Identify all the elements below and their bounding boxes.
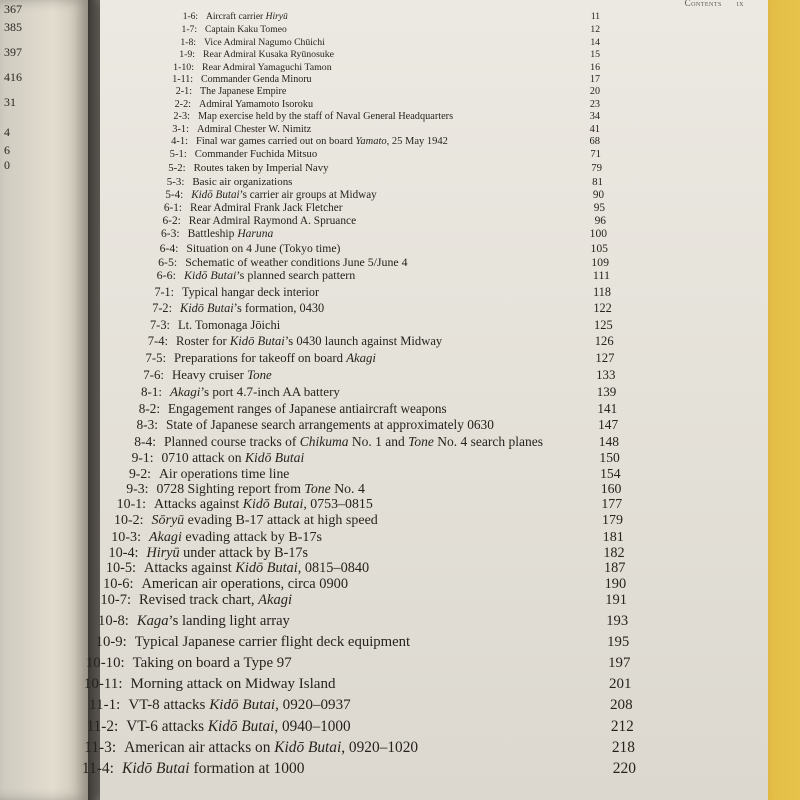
title-segment: Morning attack on Midway Island — [130, 676, 336, 692]
figure-number: 1-8: — [180, 36, 196, 48]
title-segment: evading attack by B-17s — [181, 528, 322, 545]
title-segment: VT-6 attacks — [126, 718, 208, 735]
figure-page-number: 126 — [594, 334, 614, 349]
left-page-number: 416 — [4, 70, 22, 84]
header-page-number: ix — [736, 0, 744, 8]
figure-page-number: 11 — [590, 12, 600, 22]
left-page-number: 385 — [4, 20, 22, 34]
figure-number: 7-1: — [154, 284, 174, 299]
toc-entry — [100, 62, 740, 74]
title-italic-segment: Yamato — [355, 136, 387, 147]
figure-number: 5-2: — [168, 162, 186, 175]
figure-title — [196, 136, 448, 147]
title-segment: Rear Admiral Raymond A. Spruance — [188, 215, 357, 228]
figure-page-number: 41 — [589, 123, 600, 135]
figure-number: 11-4: — [81, 760, 114, 777]
toc-entry — [100, 334, 740, 349]
figure-title — [172, 368, 272, 383]
figure-page-number: 111 — [592, 268, 610, 282]
figure-number: 7-4: — [147, 334, 168, 349]
figure-title — [203, 49, 334, 60]
figure-page-number: 141 — [597, 400, 618, 416]
figure-page-number: 182 — [603, 544, 625, 561]
figure-title — [198, 111, 453, 122]
title-segment: VT-8 attacks — [128, 697, 210, 713]
figure-title — [195, 149, 317, 160]
figure-title — [174, 351, 376, 366]
title-segment: Engagement ranges of Japanese antiaircraft weapons — [168, 400, 447, 416]
toc-entry — [86, 718, 740, 736]
figure-page-number: 218 — [611, 739, 635, 756]
title-italic-segment: Kidō Butai — [242, 497, 304, 513]
figure-page-number: 154 — [600, 465, 621, 481]
figure-page-number: 79 — [591, 162, 602, 175]
figure-number: 8-3: — [136, 417, 158, 433]
figure-page-number: 193 — [606, 613, 629, 629]
title-segment: ’s formation, 0430 — [233, 301, 325, 316]
title-segment: Admiral Chester W. Nimitz — [197, 123, 312, 135]
figure-number: 1-9: — [179, 49, 195, 61]
figure-number: 2-2: — [174, 98, 191, 110]
toc-entry — [100, 149, 740, 162]
figure-number: 1-7: — [181, 24, 197, 36]
figure-page-number: 23 — [589, 98, 600, 110]
figure-number: 1-11: — [172, 74, 193, 85]
figure-number: 5-3: — [166, 175, 185, 188]
contents-page — [81, 0, 768, 800]
figure-page-number: 96 — [594, 215, 606, 228]
figure-title — [188, 228, 274, 240]
title-italic-segment: Akagi — [170, 384, 201, 400]
figure-title — [131, 676, 336, 693]
figure-title — [128, 697, 350, 714]
figure-title — [186, 242, 340, 255]
title-segment: Rear Admiral Yamaguchi Tamon — [202, 61, 332, 73]
toc-entry — [100, 86, 740, 98]
figure-number: 10-3: — [111, 528, 141, 545]
figure-page-number: 16 — [590, 61, 600, 73]
title-segment: Preparations for takeoff on board — [174, 351, 347, 365]
figure-title — [159, 466, 289, 482]
figure-page-number: 195 — [607, 634, 630, 650]
title-segment: The Japanese Empire — [200, 86, 287, 98]
toc-entry — [100, 136, 740, 149]
figure-title — [170, 384, 340, 400]
figure-number: 10-7: — [100, 592, 131, 608]
figure-title — [205, 24, 287, 35]
title-segment: Heavy cruiser — [172, 367, 248, 382]
title-italic-segment: Tone — [408, 434, 434, 449]
title-italic-segment: Tone — [247, 367, 272, 382]
figure-title — [152, 513, 378, 529]
title-italic-segment: Kidō Butai — [122, 760, 190, 777]
figure-number: 10-4: — [108, 544, 139, 561]
figure-number: 10-8: — [98, 613, 129, 629]
figure-page-number: 133 — [596, 367, 616, 382]
figure-page-number: 17 — [590, 74, 600, 85]
figure-number: 5-4: — [165, 188, 184, 201]
figure-number: 11-2: — [86, 718, 119, 735]
figure-title — [182, 285, 319, 300]
figure-title — [168, 401, 447, 417]
toc-entry — [100, 242, 740, 256]
toc-entry — [100, 560, 740, 577]
figure-page-number: 122 — [593, 301, 612, 316]
figure-number: 7-3: — [149, 317, 170, 332]
figure-number: 10-2: — [113, 513, 144, 528]
figure-page-number: 109 — [591, 254, 609, 269]
figure-title — [180, 301, 324, 316]
title-italic-segment: Kidō Butai — [180, 301, 234, 316]
figure-title — [201, 74, 312, 85]
figure-page-number: 212 — [610, 718, 634, 735]
title-segment: 0728 Sighting report from — [156, 481, 305, 497]
figure-number: 3-1: — [172, 123, 189, 135]
figure-page-number: 100 — [589, 228, 607, 241]
toc-entry — [100, 529, 740, 546]
title-italic-segment: Kidō Butai — [274, 739, 342, 756]
figure-page-number: 220 — [612, 760, 636, 777]
title-segment: American air attacks on — [124, 739, 275, 756]
figure-page-number: 150 — [599, 449, 620, 465]
title-segment: No. 4 search planes — [433, 434, 543, 449]
figure-number: 6-1: — [163, 202, 182, 214]
figure-page-number: 160 — [600, 481, 622, 497]
header-section: Contents — [684, 0, 722, 8]
figure-number: 9-2: — [128, 465, 151, 481]
toc-entry — [85, 655, 740, 673]
figure-title — [122, 760, 305, 778]
title-segment: No. 4 — [330, 481, 365, 497]
figure-title — [142, 576, 349, 593]
title-segment: Commander Genda Minoru — [201, 74, 312, 85]
figure-title — [164, 434, 543, 450]
toc-entry — [100, 450, 740, 466]
toc-entry — [100, 434, 740, 450]
toc-entry — [100, 592, 740, 609]
toc-entry — [100, 285, 740, 300]
figure-title — [202, 62, 332, 73]
title-italic-segment: Haruna — [237, 228, 274, 241]
figure-page-number: 127 — [595, 351, 615, 365]
title-segment: Routes taken by Imperial Navy — [193, 162, 329, 175]
figure-page-number: 190 — [604, 576, 627, 593]
title-italic-segment: Kidō Butai — [229, 334, 285, 349]
toc-entry — [100, 162, 740, 175]
figure-page-number: 20 — [589, 86, 600, 98]
toc-entry — [100, 74, 740, 86]
figure-number: 2-1: — [175, 86, 192, 98]
title-segment: ’s carrier air groups at Midway — [239, 188, 377, 201]
figure-number: 11-3: — [84, 739, 117, 756]
figure-number: 10-5: — [105, 560, 136, 577]
figure-page-number: 14 — [590, 36, 600, 48]
title-segment: 0710 attack on — [161, 449, 245, 465]
figure-number: 1-6: — [182, 12, 198, 22]
title-italic-segment: Kidō Butai — [191, 188, 240, 201]
figure-page-number: 177 — [601, 497, 623, 513]
figure-number: 9-3: — [126, 481, 149, 497]
title-italic-segment: Kidō Butai — [209, 697, 276, 713]
figure-title — [135, 634, 410, 651]
left-page-number: 367 — [4, 2, 22, 16]
running-header — [685, 0, 744, 8]
title-italic-segment: Kidō Butai — [184, 268, 237, 282]
toc-entry — [100, 513, 740, 530]
left-page-number: 0 — [4, 158, 10, 172]
figure-title — [199, 99, 313, 110]
figure-page-number: 197 — [608, 655, 631, 671]
toc-entry — [100, 176, 740, 189]
toc-entry — [100, 268, 740, 282]
figure-page-number: 181 — [602, 528, 624, 545]
figure-page-number: 187 — [603, 560, 626, 577]
figure-title — [194, 162, 329, 174]
title-segment: Aircraft carrier — [206, 12, 266, 22]
title-segment: Taking on board a Type 97 — [132, 655, 292, 671]
toc-entry — [100, 202, 740, 216]
title-segment: Rear Admiral Frank Jack Fletcher — [190, 202, 343, 214]
toc-entry — [100, 497, 740, 514]
title-italic-segment: Sōryū — [151, 513, 185, 528]
figure-page-number: 201 — [609, 676, 632, 692]
figure-number: 8-4: — [134, 434, 156, 449]
figure-title — [124, 739, 418, 757]
figure-page-number: 139 — [596, 384, 617, 400]
figure-title — [154, 497, 373, 513]
toc-entry — [100, 576, 740, 593]
left-page-number: 6 — [4, 143, 10, 157]
title-segment: , 0815–0840 — [297, 560, 370, 577]
figure-title — [200, 86, 286, 97]
toc-entry — [100, 49, 740, 61]
figure-number: 7-2: — [152, 301, 172, 316]
figure-number: 4-1: — [171, 136, 188, 147]
toc-entry — [100, 37, 740, 49]
figure-number: 7-5: — [145, 351, 166, 365]
title-segment: , 0920–1020 — [341, 739, 419, 756]
title-italic-segment: Akagi — [149, 528, 182, 545]
figure-title — [137, 613, 290, 630]
left-page-number: 4 — [4, 125, 10, 139]
title-segment: Admiral Yamamoto Isoroku — [199, 98, 314, 110]
figure-number: 6-2: — [162, 215, 181, 228]
title-segment: Rear Admiral Kusaka Ryūnosuke — [203, 49, 335, 61]
figure-title — [133, 655, 292, 672]
figure-title — [197, 124, 311, 135]
left-page-number: 397 — [4, 45, 22, 59]
figure-page-number: 81 — [592, 175, 603, 188]
title-italic-segment: Kidō Butai — [207, 718, 275, 735]
title-segment: under attack by B-17s — [179, 544, 309, 561]
title-segment: Commander Fuchida Mitsuo — [194, 149, 318, 161]
title-segment: Air operations time line — [159, 465, 290, 481]
title-segment: , 0753–0815 — [303, 497, 373, 513]
figure-page-number: 105 — [590, 241, 608, 255]
title-italic-segment: Kaga — [136, 613, 169, 629]
figure-title — [184, 268, 355, 283]
figure-title — [190, 202, 342, 214]
title-segment: Attacks against — [154, 497, 243, 513]
figure-title — [192, 176, 292, 188]
title-segment: Basic air organizations — [192, 175, 293, 188]
title-segment: Lt. Tomonaga Jōichi — [178, 317, 281, 332]
figure-page-number: 191 — [605, 592, 627, 608]
title-segment: No. 1 and — [348, 434, 409, 449]
toc-entry — [100, 384, 740, 400]
previous-page-edge — [0, 0, 88, 800]
title-segment: Captain Kaku Tomeo — [205, 24, 287, 36]
figure-number: 10-11: — [83, 676, 123, 692]
figure-number: 8-2: — [138, 400, 160, 416]
toc-entry — [100, 545, 740, 562]
title-segment: Final war games carried out on board — [196, 136, 356, 147]
toc-entry — [100, 466, 740, 482]
figure-page-number: 34 — [589, 111, 600, 123]
toc-entry — [100, 189, 740, 202]
figure-title — [176, 334, 442, 349]
title-segment: Situation on 4 June (Tokyo time) — [186, 241, 341, 255]
toc-entry — [100, 111, 740, 123]
figure-page-number: 147 — [598, 417, 619, 433]
title-segment: ’s landing light array — [168, 613, 290, 629]
figure-number: 2-3: — [173, 111, 190, 123]
title-segment: ’s planned search pattern — [236, 268, 356, 282]
figure-page-number: 148 — [598, 434, 619, 449]
title-italic-segment: Hiryū — [265, 12, 288, 22]
title-segment: Revised track chart, — [139, 592, 259, 608]
figure-title — [191, 189, 376, 201]
figure-title — [189, 215, 356, 227]
toc-entry — [81, 760, 740, 779]
figure-page-number: 15 — [590, 49, 600, 61]
title-segment: , 25 May 1942 — [386, 136, 448, 147]
figure-number: 10-10: — [85, 655, 125, 671]
title-segment: Vice Admiral Nagumo Chūichi — [204, 36, 325, 48]
figure-page-number: 68 — [589, 136, 600, 147]
figure-title — [178, 318, 280, 333]
title-italic-segment: Chikuma — [299, 434, 349, 449]
title-segment: Roster for — [176, 334, 230, 349]
figure-title — [157, 481, 365, 497]
toc-entry — [100, 417, 740, 433]
toc-entry — [100, 255, 740, 269]
title-segment: American air operations, circa 0900 — [141, 576, 349, 593]
toc-entry — [100, 318, 740, 333]
title-segment: Planned course tracks of — [164, 434, 300, 449]
figure-page-number: 118 — [593, 284, 611, 299]
figure-page-number: 125 — [594, 317, 613, 332]
toc-entry — [89, 697, 740, 715]
title-segment: Map exercise held by the staff of Naval General Headquarters — [198, 111, 454, 123]
toc-entry — [100, 24, 740, 36]
figure-number: 10-1: — [116, 497, 146, 513]
title-italic-segment: Hiryū — [146, 544, 180, 561]
toc-entry — [100, 124, 740, 136]
figure-number: 6-4: — [159, 241, 179, 255]
title-segment: State of Japanese search arrangements at approximately 0630 — [166, 417, 494, 433]
title-segment: Battleship — [187, 228, 238, 241]
figure-number: 8-1: — [140, 384, 162, 400]
toc-entry — [100, 12, 740, 23]
toc-entry — [100, 368, 740, 383]
title-segment: formation at 1000 — [189, 760, 305, 777]
toc-entry — [100, 99, 740, 111]
title-segment: Attacks against — [144, 560, 236, 577]
title-italic-segment: Kidō Butai — [235, 560, 298, 577]
toc-entry — [100, 481, 740, 498]
figure-title — [147, 545, 309, 562]
toc-entry — [100, 301, 740, 316]
title-italic-segment: Kidō Butai — [244, 449, 305, 465]
figure-page-number: 208 — [609, 697, 633, 713]
title-segment: , 0920–0937 — [275, 697, 351, 713]
figure-title — [206, 12, 288, 22]
figure-number: 11-1: — [89, 697, 121, 713]
title-segment: Typical Japanese carrier flight deck equipment — [134, 634, 411, 650]
figure-number: 6-5: — [158, 254, 178, 269]
toc-entry — [83, 676, 740, 694]
title-segment: Schematic of weather conditions June 5/June 4 — [185, 254, 408, 269]
figure-number: 6-3: — [161, 228, 180, 241]
figure-page-number: 179 — [602, 513, 623, 528]
figure-number: 6-6: — [156, 268, 176, 282]
title-segment: , 0940–1000 — [274, 718, 351, 735]
figure-number: 9-1: — [131, 449, 154, 465]
toc-entry — [100, 215, 740, 229]
figure-number: 7-6: — [143, 367, 164, 382]
toc-entry — [100, 228, 740, 242]
title-italic-segment: Tone — [304, 481, 331, 497]
figure-title — [166, 417, 494, 433]
figure-number: 1-10: — [173, 61, 194, 73]
title-segment: ’s port 4.7-inch AA battery — [200, 384, 340, 400]
title-segment: ’s 0430 launch against Midway — [284, 334, 443, 349]
figure-page-number: 12 — [590, 24, 600, 36]
toc-entry — [100, 401, 740, 417]
figure-title — [144, 560, 369, 577]
figure-title — [204, 37, 325, 48]
figure-page-number: 90 — [592, 188, 604, 201]
toc-entry — [100, 613, 740, 631]
toc-entry — [95, 634, 740, 652]
figure-number: 10-9: — [95, 634, 127, 650]
figure-title — [139, 592, 292, 609]
title-segment: Typical hangar deck interior — [182, 284, 320, 299]
figure-number: 5-1: — [169, 149, 187, 161]
figure-title — [149, 529, 322, 546]
figure-title — [126, 718, 350, 736]
left-page-number: 31 — [4, 95, 16, 109]
figure-title — [162, 450, 305, 466]
figure-number: 10-6: — [103, 576, 134, 593]
figure-page-number: 95 — [593, 202, 605, 214]
title-segment: evading B-17 attack at high speed — [184, 513, 378, 528]
figure-page-number: 71 — [590, 149, 601, 161]
title-italic-segment: Akagi — [346, 351, 376, 365]
toc-entry — [100, 351, 740, 366]
toc-entry — [84, 739, 740, 757]
title-italic-segment: Akagi — [258, 592, 292, 608]
